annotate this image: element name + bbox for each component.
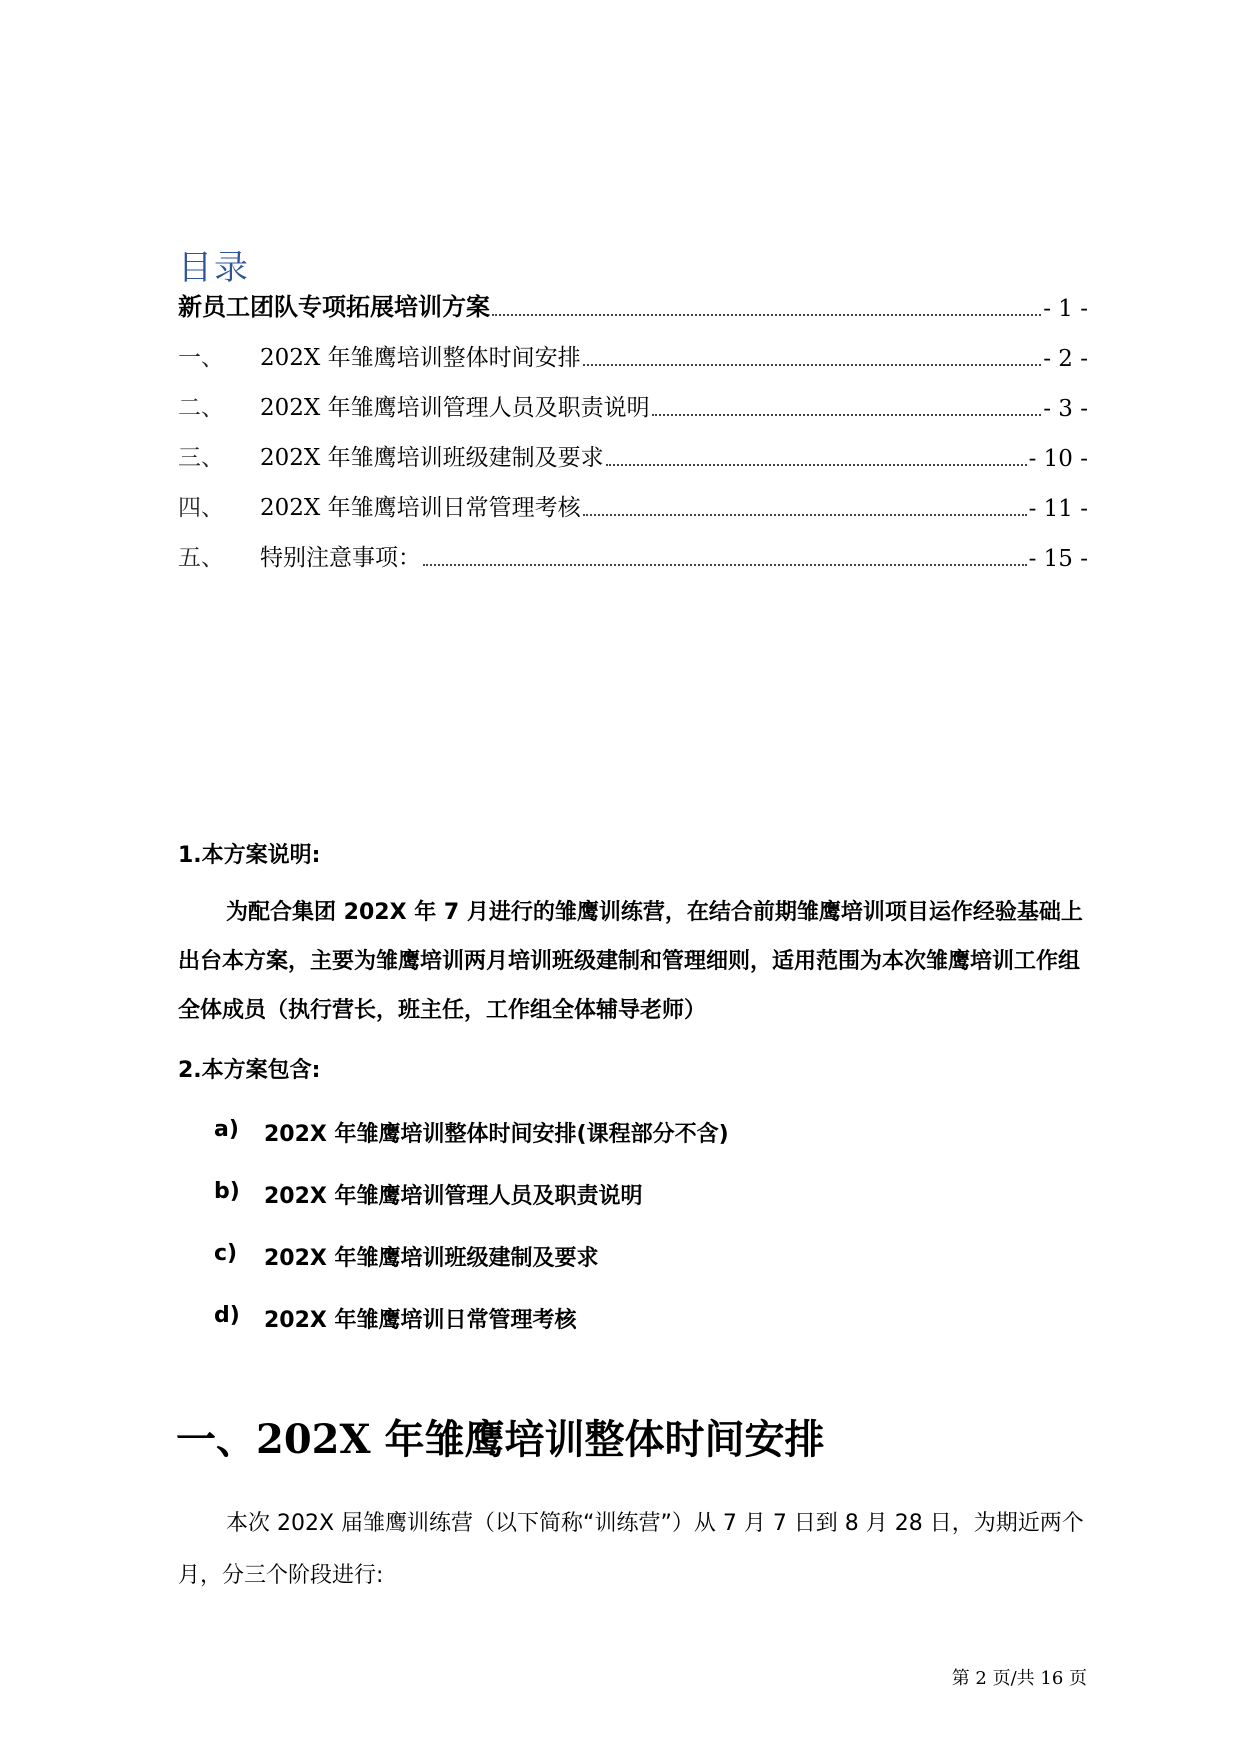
toc-entry-number: 三、 (178, 445, 224, 471)
toc-entry-5[interactable] (178, 536, 1088, 572)
toc-entry-page: - 15 - (1028, 546, 1088, 572)
toc-leader-dots (583, 363, 1042, 366)
toc-leader-dots (652, 413, 1042, 416)
section-1-paragraph: 为配合集团 202X 年 7 月进行的雏鹰训练营，在结合前期雏鹰培训项目运作经验基础上出台本方案，主要为雏鹰培训两月培训班级建制和管理细则，适用范围为本次雏鹰培训工作组全体成员（执行营长，班主任，工作组全体辅导老师） (178, 900, 1083, 1023)
section-1-label: 1.本方案说明: (178, 843, 321, 868)
list-item-text: 202X 年雏鹰培训日常管理考核 (264, 1308, 577, 1333)
toc-entry-label: 特别注意事项： (260, 545, 421, 571)
toc-entry-label: 新员工团队专项拓展培训方案 (178, 293, 490, 321)
list-item (214, 1179, 643, 1210)
list-item (214, 1303, 577, 1334)
list-item-text: 202X 年雏鹰培训班级建制及要求 (264, 1246, 599, 1271)
list-item (214, 1117, 729, 1148)
toc-entry-page: - 2 - (1043, 346, 1088, 372)
toc-leader-dots (423, 563, 1027, 566)
toc-entry-3[interactable] (178, 436, 1088, 472)
page-footer: 第 2 页/共 16 页 (951, 1668, 1087, 1689)
toc-entry-label: 202X 年雏鹰培训班级建制及要求 (260, 445, 604, 471)
section-2-label: 2.本方案包含: (178, 1058, 321, 1083)
toc-entry-page: - 1 - (1043, 296, 1088, 322)
list-marker: c) (214, 1241, 238, 1266)
body-paragraph: 本次 202X 届雏鹰训练营（以下简称“训练营”）从 7 月 7 日到 8 月 28 日，为期近两个月，分三个阶段进行: (178, 1511, 1084, 1588)
toc-leader-dots (606, 463, 1027, 466)
list-item (214, 1241, 599, 1272)
list-item-text: 202X 年雏鹰培训整体时间安排(课程部分不含) (264, 1122, 729, 1147)
toc-title: 目录 (178, 248, 250, 288)
toc-entry-main[interactable] (178, 286, 1088, 322)
toc-entry-number: 一、 (178, 345, 224, 371)
toc-entry-label: 202X 年雏鹰培训整体时间安排 (260, 345, 581, 371)
list-item-text: 202X 年雏鹰培训管理人员及职责说明 (264, 1184, 643, 1209)
toc-leader-dots (492, 313, 1041, 316)
toc-entry-page: - 11 - (1028, 496, 1088, 522)
list-marker: b) (214, 1179, 240, 1204)
toc-entry-number: 五、 (178, 545, 224, 571)
toc-entry-label: 202X 年雏鹰培训管理人员及职责说明 (260, 395, 650, 421)
toc-entry-2[interactable] (178, 386, 1088, 422)
section-heading: 一、202X 年雏鹰培训整体时间安排 (176, 1416, 825, 1463)
list-marker: a) (214, 1117, 239, 1142)
toc-entry-page: - 10 - (1028, 446, 1088, 472)
toc-entry-number: 四、 (178, 495, 224, 521)
toc-entry-4[interactable] (178, 486, 1088, 522)
toc-entry-number: 二、 (178, 395, 224, 421)
list-marker: d) (214, 1303, 240, 1328)
toc-leader-dots (583, 513, 1027, 516)
toc-entry-label: 202X 年雏鹰培训日常管理考核 (260, 495, 581, 521)
toc-entry-page: - 3 - (1043, 396, 1088, 422)
toc-entry-1[interactable] (178, 336, 1088, 372)
